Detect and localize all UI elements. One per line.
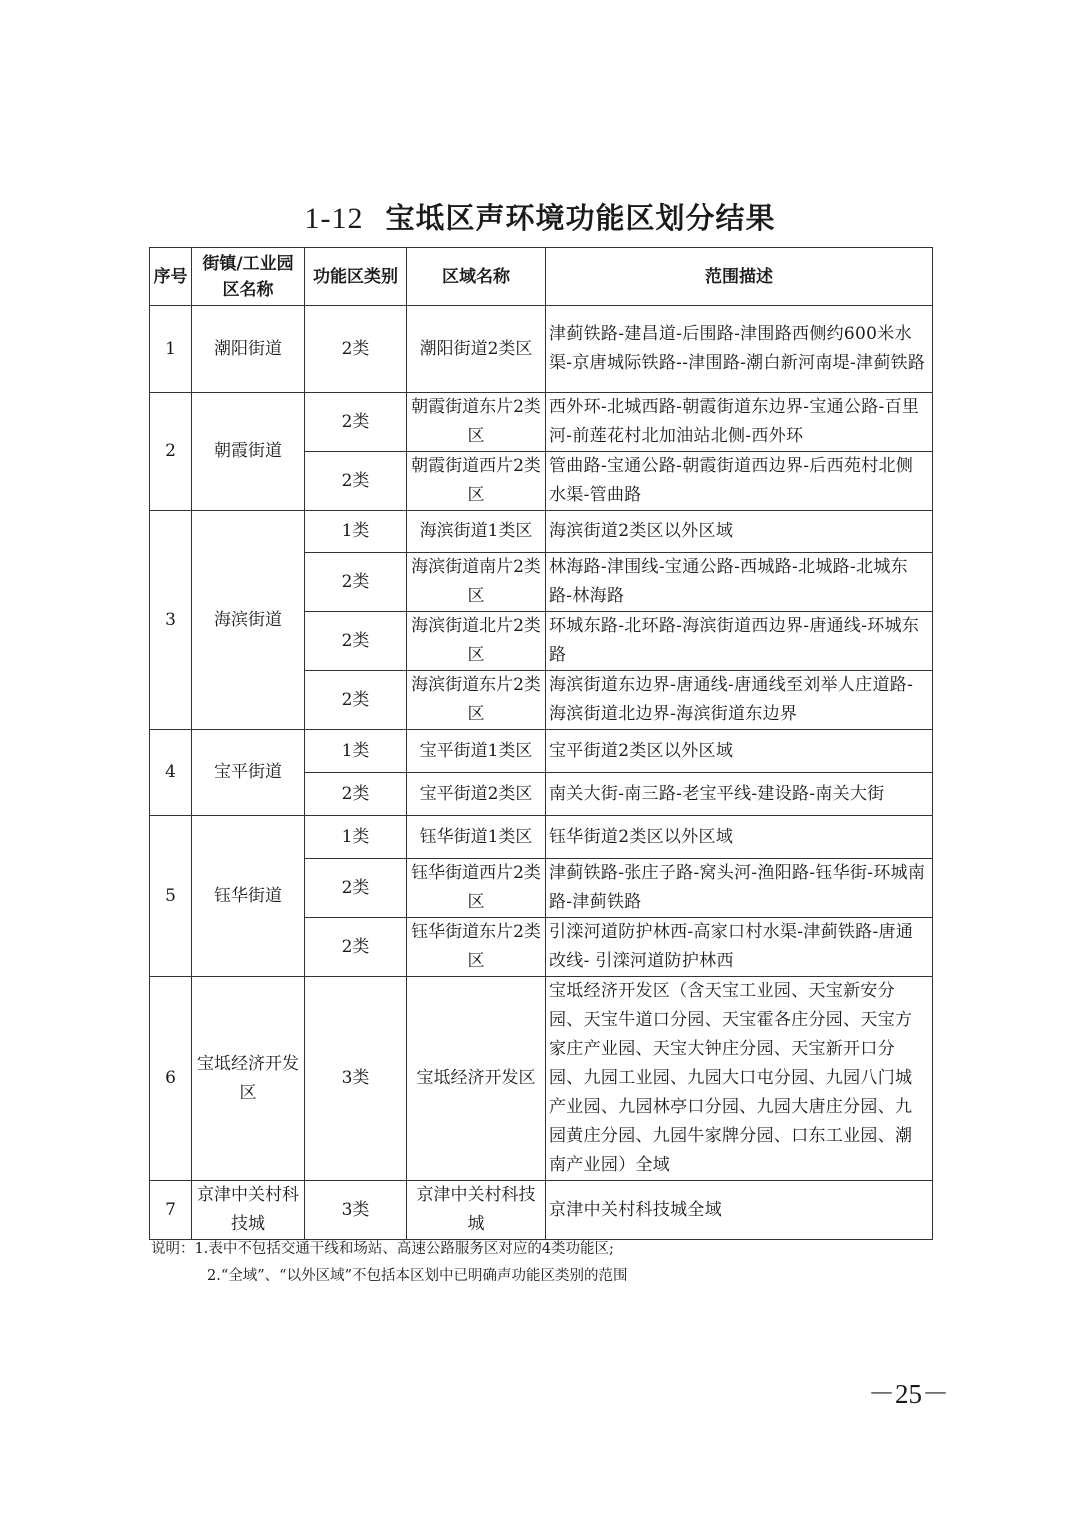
- footnote-1: 说明：1.表中不包括交通干线和场站、高速公路服务区对应的4类功能区;: [151, 1241, 614, 1257]
- cell-area-name: 宝坻经济开发区: [407, 977, 546, 1181]
- header-district: 街镇/工业园区名称: [192, 248, 305, 306]
- cell-district: 宝坻经济开发区: [192, 977, 305, 1181]
- cell-district: 钰华街道: [192, 816, 305, 977]
- cell-area-name: 钰华街道东片2类区: [407, 918, 546, 977]
- zoning-table: [149, 247, 933, 1240]
- cell-area-name: 宝平街道2类区: [407, 773, 546, 816]
- cell-category: 2类: [305, 553, 407, 612]
- cell-scope: 钰华街道2类区以外区域: [546, 816, 933, 859]
- cell-serial: 6: [150, 977, 192, 1181]
- cell-area-name: 海滨街道1类区: [407, 511, 546, 553]
- cell-scope: 引滦河道防护林西-高家口村水渠-津蓟铁路-唐通改线- 引滦河道防护林西: [546, 918, 933, 977]
- cell-category: 2类: [305, 612, 407, 671]
- cell-serial: 7: [150, 1181, 192, 1240]
- cell-scope: 海滨街道2类区以外区域: [546, 511, 933, 553]
- cell-category: 1类: [305, 511, 407, 553]
- cell-scope: 南关大街-南三路-老宝平线-建设路-南关大街: [546, 773, 933, 816]
- table-row: [150, 393, 933, 452]
- cell-scope: 宝坻经济开发区（含天宝工业园、天宝新安分园、天宝牛道口分园、天宝霍各庄分园、天宝方家庄产业园、天宝大钟庄分园、天宝新开口分园、九园工业园、九园大口屯分园、九园八门城产业园、九园林亭口分园、九园大唐庄分园、九园黄庄分园、九园牛家牌分园、口东工业园、潮南产业园）全域: [546, 977, 933, 1181]
- cell-district: 京津中关村科技城: [192, 1181, 305, 1240]
- table-row: [150, 511, 933, 553]
- page-number: －25－: [868, 1379, 949, 1409]
- table-row: [150, 730, 933, 773]
- cell-scope: 津蓟铁路-建昌道-后围路-津围路西侧约600米水渠-京唐城际铁路--津围路-潮白新河南堤-津蓟铁路: [546, 306, 933, 393]
- cell-area-name: 朝霞街道东片2类区: [407, 393, 546, 452]
- cell-category: 2类: [305, 306, 407, 393]
- cell-area-name: 钰华街道1类区: [407, 816, 546, 859]
- cell-category: 3类: [305, 977, 407, 1181]
- cell-scope: 西外环-北城西路-朝霞街道东边界-宝通公路-百里河-前莲花村北加油站北侧-西外环: [546, 393, 933, 452]
- cell-area-name: 宝平街道1类区: [407, 730, 546, 773]
- cell-scope: 津蓟铁路-张庄子路-窝头河-渔阳路-钰华街-环城南路-津蓟铁路: [546, 859, 933, 918]
- cell-category: 3类: [305, 1181, 407, 1240]
- cell-category: 1类: [305, 730, 407, 773]
- cell-area-name: 潮阳街道2类区: [407, 306, 546, 393]
- cell-area-name: 京津中关村科技城: [407, 1181, 546, 1240]
- cell-category: 2类: [305, 452, 407, 511]
- cell-area-name: 海滨街道南片2类区: [407, 553, 546, 612]
- cell-category: 1类: [305, 816, 407, 859]
- cell-category: 2类: [305, 918, 407, 977]
- cell-scope: 管曲路-宝通公路-朝霞街道西边界-后西苑村北侧水渠-管曲路: [546, 452, 933, 511]
- header-area-name: 区域名称: [407, 248, 546, 306]
- header-scope: 范围描述: [546, 248, 933, 306]
- cell-area-name: 钰华街道西片2类区: [407, 859, 546, 918]
- cell-scope: 海滨街道东边界-唐通线-唐通线至刘举人庄道路-海滨街道北边界-海滨街道东边界: [546, 671, 933, 730]
- cell-scope: 京津中关村科技城全域: [546, 1181, 933, 1240]
- cell-scope: 宝平街道2类区以外区域: [546, 730, 933, 773]
- cell-district: 潮阳街道: [192, 306, 305, 393]
- header-serial: 序号: [150, 248, 192, 306]
- cell-category: 2类: [305, 671, 407, 730]
- cell-category: 2类: [305, 859, 407, 918]
- cell-serial: 2: [150, 393, 192, 511]
- table-row: [150, 816, 933, 859]
- cell-serial: 4: [150, 730, 192, 816]
- cell-district: 宝平街道: [192, 730, 305, 816]
- cell-serial: 5: [150, 816, 192, 977]
- cell-district: 海滨街道: [192, 511, 305, 730]
- cell-scope: 林海路-津围线-宝通公路-西城路-北城路-北城东路-林海路: [546, 553, 933, 612]
- cell-district: 朝霞街道: [192, 393, 305, 511]
- cell-area-name: 海滨街道东片2类区: [407, 671, 546, 730]
- table-title: 宝坻区声环境功能区划分结果: [385, 201, 776, 235]
- table-number: 1-12: [304, 202, 364, 235]
- table-row: [150, 1181, 933, 1240]
- header-category: 功能区类别: [305, 248, 407, 306]
- cell-serial: 3: [150, 511, 192, 730]
- table-row: [150, 306, 933, 393]
- cell-area-name: 海滨街道北片2类区: [407, 612, 546, 671]
- cell-category: 2类: [305, 773, 407, 816]
- cell-category: 2类: [305, 393, 407, 452]
- footnote-2: 2.“全域”、“以外区域”不包括本区划中已明确声功能区类别的范围: [207, 1268, 628, 1284]
- cell-scope: 环城东路-北环路-海滨街道西边界-唐通线-环城东路: [546, 612, 933, 671]
- page-title: [0, 196, 1080, 237]
- table-row: [150, 977, 933, 1181]
- cell-area-name: 朝霞街道西片2类区: [407, 452, 546, 511]
- table-header-row: [150, 248, 933, 306]
- cell-serial: 1: [150, 306, 192, 393]
